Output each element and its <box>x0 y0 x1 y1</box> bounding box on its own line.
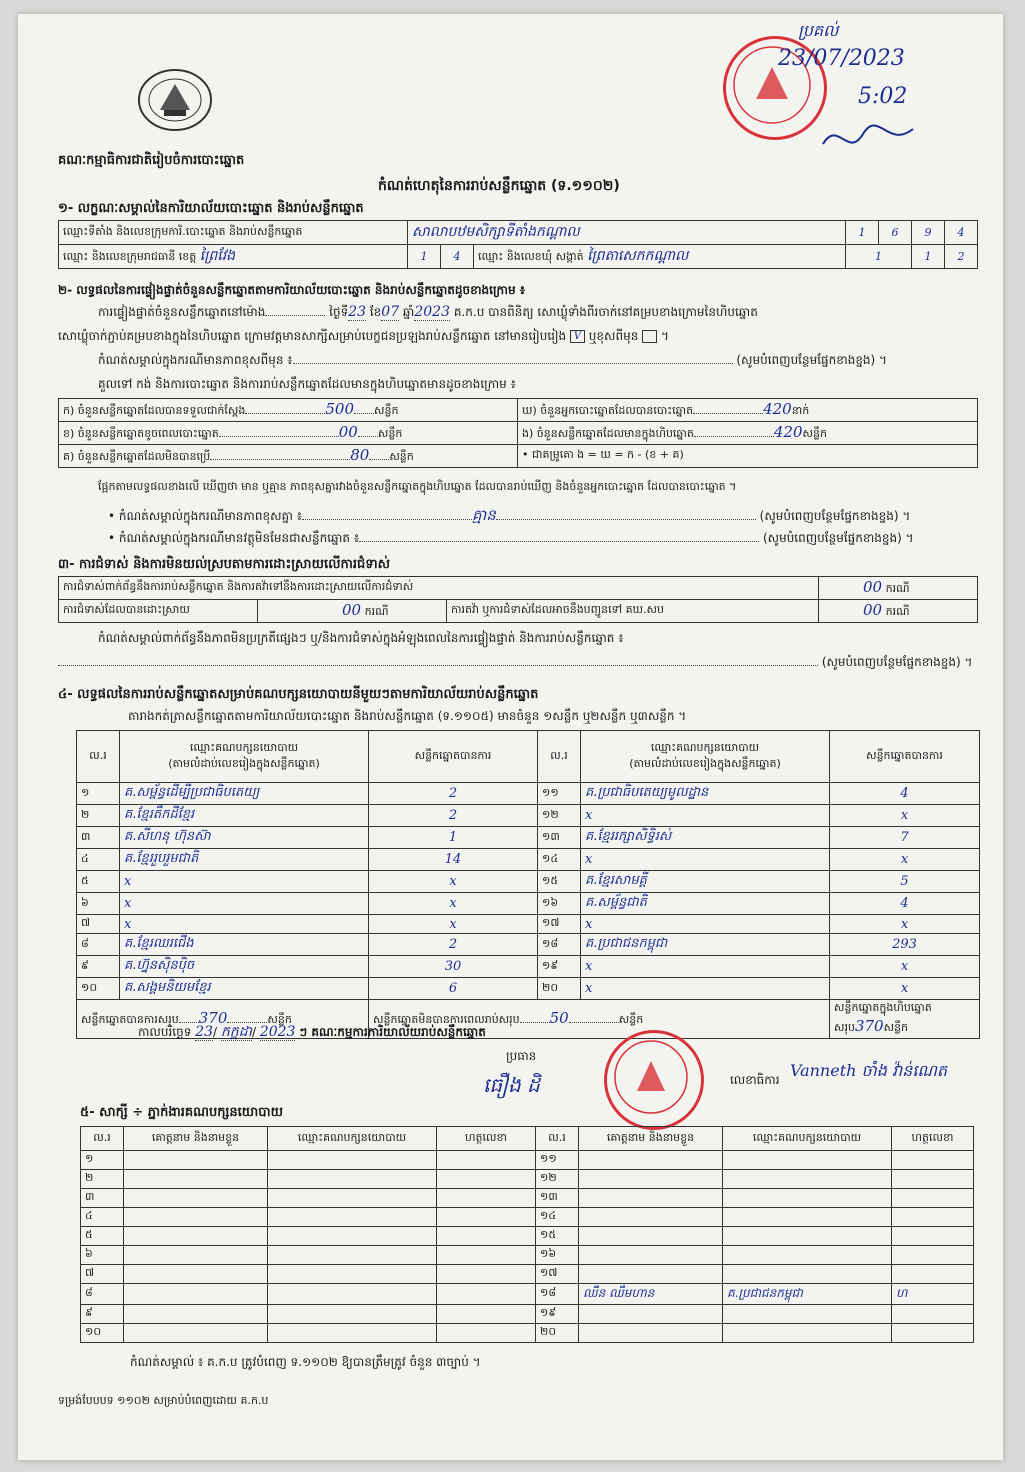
party-votes: 1 <box>369 827 538 849</box>
party-name: គ.សម្ព័ន្ធដើម្បីប្រជាធិបតេយ្យ <box>120 783 369 805</box>
seal-line: សោឃ្លុំចាក់ភ្ជាប់គម្របខាងក្នុងនៃហិបឆ្នោត ក្រោមវត្តមានសាក្សីសម្រាប់បេក្ខជនប្រឡងរាប់សន្លឹកឆ្នោត នៅមានរៀបរៀង V ឬខុសពីមុន ។ <box>58 329 669 343</box>
note1-row: កំណត់សម្គាល់ក្នុងករណីមានភាពខុសពីមុន ៖ (សូមបំពេញបន្ថែមផ្នែកខាងខ្នង) ។ <box>98 353 887 367</box>
witness-row <box>81 1284 974 1305</box>
witness-col-name: គោត្តនាម និងនាមខ្លួន <box>579 1127 723 1151</box>
party-no: ១៣ <box>538 827 581 849</box>
witness-no: ១៥ <box>536 1227 579 1246</box>
total-box-cell: សន្លឹកឆ្នោតក្នុងហិបឆ្នោតសរុប370សន្លឹក <box>830 1000 980 1039</box>
note3-row: • កំណត់សម្គាល់ក្នុងករណីមានវត្ថុមិនមែនជាសន្លឹកឆ្នោត ៖ (សូមបំពេញបន្ថែមផ្នែកខាងខ្នង) ។ <box>108 531 914 545</box>
witness-no: ១១ <box>536 1151 579 1170</box>
party-name: គ.ខ្មែរឈរជើង <box>120 934 369 956</box>
witness-sign[interactable] <box>892 1208 974 1227</box>
witness-row <box>81 1170 974 1189</box>
witness-name[interactable] <box>124 1305 268 1324</box>
resolved-label: ការជំទាស់ដែលបានដោះស្រាយ <box>59 600 258 623</box>
section3-title: ៣- ការជំទាស់ និងការមិនយល់ស្របតាមការដោះស្រាយលើការជំទាស់ <box>58 557 390 572</box>
party-no: ៥ <box>77 871 120 893</box>
party-votes: 5 <box>830 871 980 893</box>
sign-year: 2023 <box>259 1024 296 1040</box>
party-name: គ.ខ្មែរសាមគ្គី <box>581 871 830 893</box>
escalated-count: 00 ករណី <box>819 600 978 623</box>
witness-col-party: ឈ្មោះគណបក្សនយោបាយ <box>268 1127 437 1151</box>
party-votes: x <box>830 978 980 1000</box>
table-row <box>77 827 980 849</box>
witness-party[interactable] <box>268 1324 437 1343</box>
verification-line: ការផ្ទៀងផ្ទាត់ចំនួនសន្លឹកឆ្នោតនៅម៉ោង ថ្ងៃទី23 ខែ07 ឆ្នាំ2023 គ.ក.ប បានពិនិត្យ សោឃ្លុំទាំងពីរចាក់នៅគម្របខាងក្រោមនៃហិបឆ្នោត <box>98 304 758 320</box>
party-no: ១ <box>77 783 120 805</box>
note2-value: គ្មាន <box>472 506 496 524</box>
verify-year: 2023 <box>414 304 450 320</box>
witness-party[interactable] <box>723 1305 892 1324</box>
witness-no: ៦ <box>81 1246 124 1265</box>
party-votes: 6 <box>369 978 538 1000</box>
witness-sign[interactable] <box>892 1265 974 1284</box>
witness-party[interactable] <box>723 1324 892 1343</box>
witness-no: ១ <box>81 1151 124 1170</box>
total-valid-value: 370 <box>198 1009 228 1027</box>
witness-sign[interactable] <box>892 1324 974 1343</box>
witness-row <box>81 1265 974 1284</box>
witness-sign[interactable] <box>892 1246 974 1265</box>
date-line: កាលបរិច្ឆេទ 23/ កក្កដា/ 2023 ៗ គណៈកម្មការការិយាល័យរាប់សន្លឹកឆ្នោត <box>138 1024 486 1040</box>
witness-no: ១៦ <box>536 1246 579 1265</box>
witness-party[interactable] <box>268 1284 437 1305</box>
witness-party[interactable] <box>268 1170 437 1189</box>
footer-text: ទម្រង់បែបបទ ១១០២ សម្រាប់បំពេញដោយ គ.ក.ប <box>58 1394 269 1407</box>
section4-title: ៤- លទ្ធផលនៃការរាប់សន្លឹកឆ្នោតសម្រាប់គណបក្សនយោបាយនីមួយៗតាមការិយាល័យរាប់សន្លឹកឆ្នោត <box>58 687 539 702</box>
party-votes: x <box>830 849 980 871</box>
witness-no: ១៩ <box>536 1305 579 1324</box>
witness-no: ៣ <box>81 1189 124 1208</box>
party-votes: 7 <box>830 827 980 849</box>
commune-digit: 1 <box>846 245 912 269</box>
witness-row <box>81 1151 974 1170</box>
province-digit: 4 <box>441 245 474 269</box>
section3-note: កំណត់សម្គាល់ពាក់ព័ន្ធនឹងភាពមិនប្រក្រតីផ្សេងៗ ឬ/និងការជំទាស់ក្នុងអំឡុងពេលនៃការផ្ទៀងផ្ទាត់ និងការរាប់សន្លឹកឆ្នោត ៖ <box>98 631 624 645</box>
witness-no: ៥ <box>81 1227 124 1246</box>
received-date: 23/07/2023 <box>778 46 905 71</box>
witness-sign[interactable] <box>437 1189 536 1208</box>
witness-name[interactable] <box>124 1324 268 1343</box>
witness-no: ១៣ <box>536 1189 579 1208</box>
received-signature <box>818 114 928 164</box>
total-invalid-cell: សន្លឹកឆ្នោតមិនបានការពេលរាប់សរុប 50 សន្លឹក <box>369 1000 830 1039</box>
witness-name[interactable] <box>124 1170 268 1189</box>
party-name: x <box>581 805 830 827</box>
witness-row <box>81 1246 974 1265</box>
commune-label: ឈ្មោះ និងលេខឃុំ សង្កាត់ ព្រៃតាសេកកណ្តាល <box>474 245 846 269</box>
witness-no: ២ <box>81 1170 124 1189</box>
witness-sign[interactable] <box>892 1189 974 1208</box>
party-no: ៩ <box>77 956 120 978</box>
witness-name[interactable] <box>124 1265 268 1284</box>
witness-no: ១៨ <box>536 1284 579 1305</box>
col-votes-left: សន្លឹកឆ្នោតបានការ <box>369 731 538 783</box>
witness-no: ១០ <box>81 1324 124 1343</box>
party-name: គ.ខ្មែរតឹកដីខ្មែរ <box>120 805 369 827</box>
witness-party[interactable]: គ.ប្រជាជនកម្ពុជា <box>723 1284 892 1305</box>
unused-ballots-value: 80 <box>350 446 370 464</box>
ballot-count-table <box>58 398 978 468</box>
sign-month: កក្កដា <box>220 1024 252 1040</box>
objections-label: ការជំទាស់ពាក់ព័ន្ធនឹងការរាប់សន្លឹកឆ្នោត និងការតវ៉ាទៅនឹងការដោះស្រាយលើការជំទាស់ <box>59 577 819 600</box>
secretary-label: លេខាធិការ <box>730 1073 780 1087</box>
election-form-page <box>18 14 1003 1460</box>
party-name: គ.ប្រជាធិបតេយ្យមូលដ្ឋាន <box>581 783 830 805</box>
party-votes: x <box>830 956 980 978</box>
verify-month: 07 <box>381 304 400 320</box>
party-votes: 4 <box>830 783 980 805</box>
location-digit: 9 <box>912 221 945 245</box>
resolved-count: 00 ករណី <box>258 600 447 623</box>
total-valid-cell: សន្លឹកឆ្នោតបានការសរុប 370 សន្លឹក <box>77 1000 369 1039</box>
witness-name[interactable] <box>124 1246 268 1265</box>
party-no: ៣ <box>77 827 120 849</box>
witness-name[interactable] <box>124 1227 268 1246</box>
witness-sign[interactable] <box>437 1170 536 1189</box>
witness-party[interactable] <box>723 1227 892 1246</box>
table-row <box>77 915 980 934</box>
party-votes: x <box>830 805 980 827</box>
party-name: គ.សង្គមនិយមខ្មែរ <box>120 978 369 1000</box>
received-ballots-row: ក) ចំនួនសន្លឹកឆ្នោតដែលបានទទួលជាក់ស្តែង 500 សន្លឹក <box>59 399 518 422</box>
party-no: ១៥ <box>538 871 581 893</box>
witness-name[interactable] <box>579 1246 723 1265</box>
party-no: ៧ <box>77 915 120 934</box>
party-name: x <box>120 915 369 934</box>
party-votes: 2 <box>369 783 538 805</box>
witness-col-name: គោត្តនាម និងនាមខ្លួន <box>124 1127 268 1151</box>
committee-stamp <box>604 1030 704 1130</box>
chair-signature: ធឿង ដិ <box>483 1073 540 1097</box>
voters-value: 420 <box>763 400 792 418</box>
intro-line: គួលទៅ កង់ និងការបោះឆ្នោត និងការរាប់សន្លឹកឆ្នោតដែលមានក្នុងហិបឆ្នោតមានដូចខាងក្រោម ៖ <box>98 377 516 391</box>
location-value: សាលាបឋមសិក្សាទីតាំងកណ្តាល <box>408 221 846 245</box>
witness-party[interactable] <box>268 1151 437 1170</box>
chair-label: ប្រធាន <box>506 1049 537 1063</box>
received-time: 5:02 <box>858 84 908 109</box>
party-name: x <box>581 956 830 978</box>
party-name: x <box>581 849 830 871</box>
location-label: ឈ្មោះទីតាំង និងលេខក្រុមការិ.បោះឆ្នោត និងរាប់សន្លឹកឆ្នោត <box>59 221 408 245</box>
party-no: ៦ <box>77 893 120 915</box>
witness-col-sign: ហត្ថលេខា <box>892 1127 974 1151</box>
party-no: ៨ <box>77 934 120 956</box>
party-no: ១៨ <box>538 934 581 956</box>
province-value: ព្រៃវែង <box>199 248 236 264</box>
party-no: ១២ <box>538 805 581 827</box>
location-digit: 1 <box>846 221 879 245</box>
witness-no: ២០ <box>536 1324 579 1343</box>
note2-row: • កំណត់សម្គាល់ក្នុងករណីមានភាពខុសគ្នា ៖ គ្មាន (សូមបំពេញបន្ថែមផ្នែកខាងខ្នង) ។ <box>108 506 911 524</box>
witness-name[interactable]: ឈឺន ឈឹមហាន <box>579 1284 723 1305</box>
secretary-signature: Vanneth ចាំង វ៉ាន់ណេត <box>790 1061 948 1080</box>
witness-sign[interactable] <box>437 1208 536 1227</box>
witness-name[interactable] <box>579 1151 723 1170</box>
form-title: កំណត់ហេតុនៃការរាប់សន្លឹកឆ្នោត (ទ.១១០២) <box>378 178 620 194</box>
total-invalid-value: 50 <box>549 1009 569 1027</box>
witness-sign[interactable] <box>892 1170 974 1189</box>
party-no: ១៧ <box>538 915 581 934</box>
party-votes: x <box>830 915 980 934</box>
unchanged-checkbox[interactable]: V <box>570 330 585 343</box>
table-row <box>77 783 980 805</box>
party-no: ២០ <box>538 978 581 1000</box>
compare-line: ផ្អែកតាមលទ្ធផលខាងលើ ឃើញថា មាន ឬគ្មាន ភាពខុសគ្នារវាងចំនួនសន្លឹកឆ្នោតក្នុងហិបឆ្នោត ដែលបានរាប់ឃើញ និងចំនួនអ្នកបោះឆ្នោត ដែលបានបោះឆ្នោត ។ <box>98 480 737 493</box>
party-votes: x <box>369 871 538 893</box>
witness-sign[interactable] <box>892 1151 974 1170</box>
witness-party[interactable] <box>723 1170 892 1189</box>
party-no: ១៦ <box>538 893 581 915</box>
witness-party[interactable] <box>268 1227 437 1246</box>
commune-value: ព្រៃតាសេកកណ្តាល <box>587 248 689 264</box>
witness-name[interactable] <box>124 1189 268 1208</box>
witness-party[interactable] <box>268 1189 437 1208</box>
section5-title: ៥- សាក្សី ÷ ភ្នាក់ងារគណបក្សនយោបាយ <box>80 1105 283 1120</box>
witness-sign[interactable] <box>892 1305 974 1324</box>
witness-name[interactable] <box>579 1305 723 1324</box>
verify-day: 23 <box>348 304 367 320</box>
witness-party[interactable] <box>268 1305 437 1324</box>
witness-name[interactable] <box>124 1151 268 1170</box>
received-ballots-value: 500 <box>325 400 354 418</box>
box-ballots-row: ង) ចំនួនសន្លឹកឆ្នោតដែលមានក្នុងហិបឆ្នោត 420សន្លឹក <box>518 422 978 445</box>
spoiled-ballots-row: ខ) ចំនួនសន្លឹកឆ្នោតខូចពេលបោះឆ្នោត 00 សន្លឹក <box>59 422 518 445</box>
table-row <box>77 934 980 956</box>
witness-row <box>81 1305 974 1324</box>
section3-note-line: (សូមបំពេញបន្ថែមផ្នែកខាងខ្នង) ។ <box>58 654 972 672</box>
section1-table <box>58 220 978 269</box>
witness-no: ៤ <box>81 1208 124 1227</box>
table-row <box>77 805 980 827</box>
formula-cell: • ជាគម្រូគោ ង = ឃ = ក - (ខ + គ) <box>518 445 978 468</box>
party-no: ១១ <box>538 783 581 805</box>
witness-party[interactable] <box>723 1265 892 1284</box>
section1-title: ១- លក្ខណៈសម្គាល់នៃការិយាល័យបោះឆ្នោត និងរាប់សន្លឹកឆ្នោត <box>58 201 364 216</box>
witness-row <box>81 1189 974 1208</box>
party-no: ១០ <box>77 978 120 1000</box>
committee-name: គណៈកម្មាធិការជាតិរៀបចំការបោះឆ្នោត <box>58 153 245 168</box>
table-row <box>77 871 980 893</box>
witness-no: ១៤ <box>536 1208 579 1227</box>
witness-party[interactable] <box>723 1208 892 1227</box>
witness-sign[interactable] <box>437 1246 536 1265</box>
party-name: គ.ខ្មែររួបរួមជាតិ <box>120 849 369 871</box>
party-name: គ.ហ្វ៊ុនស៊ិនប៉ិច <box>120 956 369 978</box>
party-votes: x <box>369 893 538 915</box>
section4-intro: តារាងកត់ត្រាសន្លឹកឆ្នោតតាមការិយាល័យបោះឆ្នោត និងរាប់សន្លឹកឆ្នោត (ទ.១១០៥) មានចំនួន ១សន្លឹក ឬ២សន្លឹក ឬ៣សន្លឹក ។ <box>128 709 687 723</box>
party-no: ១៤ <box>538 849 581 871</box>
party-name: គ.សីហនុ ហ៊ុនស៊ា <box>120 827 369 849</box>
witness-row <box>81 1227 974 1246</box>
witness-no: ១២ <box>536 1170 579 1189</box>
witness-party[interactable] <box>268 1246 437 1265</box>
party-no: ១៩ <box>538 956 581 978</box>
witness-col-sign: ហត្ថលេខា <box>437 1127 536 1151</box>
witness-col-no: ល.រ <box>536 1127 579 1151</box>
spoiled-ballots-value: 00 <box>338 423 358 441</box>
witness-name[interactable] <box>579 1189 723 1208</box>
nec-emblem-icon <box>136 66 214 134</box>
unused-ballots-row: គ) ចំនួនសន្លឹកឆ្នោតដែលមិនបានប្រើ 80 សន្លឹក <box>59 445 518 468</box>
party-name: គ.ខ្មែររក្សាសិទ្ធិរស់ <box>581 827 830 849</box>
witness-name[interactable] <box>579 1170 723 1189</box>
received-label: ប្រគល់ <box>798 21 839 40</box>
objections-count: 00 ករណី <box>819 577 978 600</box>
commune-digit: 2 <box>945 245 978 269</box>
party-votes: 30 <box>369 956 538 978</box>
witness-name[interactable] <box>124 1208 268 1227</box>
col-no-left: ល.រ <box>77 731 120 783</box>
witness-no: ៨ <box>81 1284 124 1305</box>
witness-no: ៩ <box>81 1305 124 1324</box>
changed-checkbox[interactable] <box>642 330 657 343</box>
location-digit: 6 <box>879 221 912 245</box>
party-name: x <box>120 871 369 893</box>
witness-party[interactable] <box>268 1208 437 1227</box>
table-row <box>77 978 980 1000</box>
section5-note: កំណត់សម្គាល់ ៖ គ.ក.ប ត្រូវបំពេញ ទ.១១០២ ឱ្យបានត្រឹមត្រូវ ចំនួន ៣ច្បាប់ ។ <box>130 1355 481 1369</box>
voters-row: ឃ) ចំនួនអ្នកបោះឆ្នោតដែលបានបោះឆ្នោត 420នាក់ <box>518 399 978 422</box>
witness-col-no: ល.រ <box>81 1127 124 1151</box>
results-table <box>76 730 980 1039</box>
party-name: x <box>581 978 830 1000</box>
witness-sign[interactable] <box>892 1227 974 1246</box>
witness-name[interactable] <box>579 1227 723 1246</box>
party-votes: 14 <box>369 849 538 871</box>
witness-table <box>80 1126 974 1343</box>
province-digit: 1 <box>408 245 441 269</box>
witness-sign[interactable] <box>437 1151 536 1170</box>
witness-row <box>81 1324 974 1343</box>
col-party-right: ឈ្មោះគណបក្សនយោបាយ (តាមលំដាប់លេខរៀងក្នុងសន្លឹកឆ្នោត) <box>581 731 830 783</box>
table-row <box>77 956 980 978</box>
party-votes: x <box>369 915 538 934</box>
witness-col-party: ឈ្មោះគណបក្សនយោបាយ <box>723 1127 892 1151</box>
witness-sign[interactable] <box>437 1227 536 1246</box>
table-row <box>77 893 980 915</box>
location-digit: 4 <box>945 221 978 245</box>
witness-party[interactable] <box>268 1265 437 1284</box>
total-box-value: 370 <box>854 1017 884 1035</box>
box-ballots-value: 420 <box>773 423 803 441</box>
witness-row <box>81 1208 974 1227</box>
table-row <box>77 849 980 871</box>
witness-no: ១៧ <box>536 1265 579 1284</box>
witness-party[interactable] <box>723 1246 892 1265</box>
witness-party[interactable] <box>723 1151 892 1170</box>
witness-sign[interactable]: ហ <box>892 1284 974 1305</box>
commune-digit: 1 <box>912 245 945 269</box>
witness-sign[interactable] <box>437 1284 536 1305</box>
witness-sign[interactable] <box>437 1305 536 1324</box>
witness-sign[interactable] <box>437 1265 536 1284</box>
witness-name[interactable] <box>579 1324 723 1343</box>
col-party-left: ឈ្មោះគណបក្សនយោបាយ (តាមលំដាប់លេខរៀងក្នុងសន្លឹកឆ្នោត) <box>120 731 369 783</box>
witness-no: ៧ <box>81 1265 124 1284</box>
section2-title: ២- លទ្ធផលនៃការផ្ទៀងផ្ទាត់ចំនួនសន្លឹកឆ្នោតតាមការិយាល័យបោះឆ្នោត និងរាប់សន្លឹកឆ្នោតដូចខាងក្រោម ៖ <box>58 283 526 297</box>
party-name: x <box>120 893 369 915</box>
party-name: គ.សម្ព័ន្ធជាតិ <box>581 893 830 915</box>
party-votes: 293 <box>830 934 980 956</box>
party-votes: 2 <box>369 805 538 827</box>
witness-name[interactable] <box>579 1265 723 1284</box>
escalated-label: ការតវ៉ា ឬការជំទាស់ដែលអាចនឹងបញ្ជូនទៅ គឃ.សប <box>447 600 819 623</box>
witness-party[interactable] <box>723 1189 892 1208</box>
col-votes-right: សន្លឹកឆ្នោតបានការ <box>830 731 980 783</box>
party-votes: 4 <box>830 893 980 915</box>
sign-day: 23 <box>195 1024 213 1040</box>
objections-table <box>58 576 978 623</box>
col-no-right: ល.រ <box>538 731 581 783</box>
province-label: ឈ្មោះ និងលេខក្រុមរាជធានី ខេត្ត ព្រៃវែង <box>59 245 408 269</box>
witness-sign[interactable] <box>437 1324 536 1343</box>
party-votes: 2 <box>369 934 538 956</box>
witness-name[interactable] <box>579 1208 723 1227</box>
witness-name[interactable] <box>124 1284 268 1305</box>
party-name: គ.ប្រជាជនកម្ពុជា <box>581 934 830 956</box>
party-no: ២ <box>77 805 120 827</box>
party-no: ៤ <box>77 849 120 871</box>
party-name: x <box>581 915 830 934</box>
